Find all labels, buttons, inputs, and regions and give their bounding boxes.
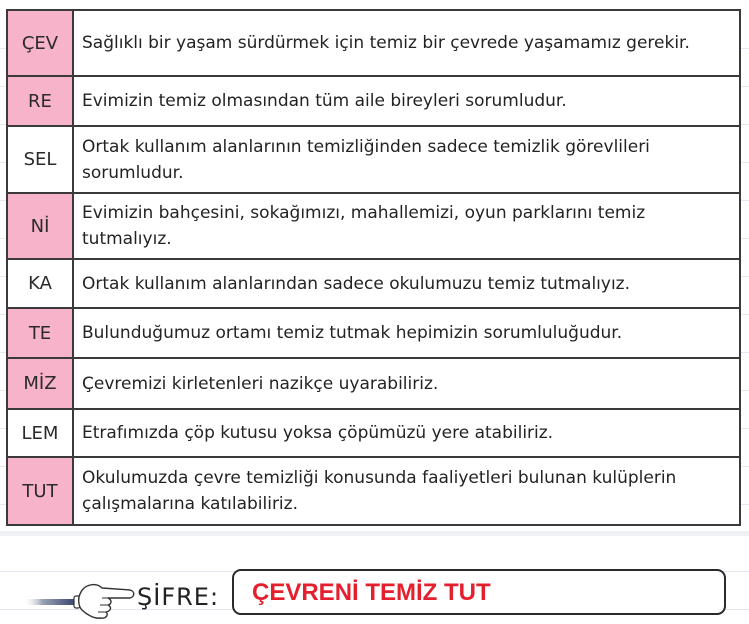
- syllable-cell: SEL: [7, 126, 73, 193]
- statement-cell: Çevremizi kirletenleri nazikçe uyarabiliriz.: [73, 358, 740, 409]
- table-row: [7, 358, 740, 409]
- statement-cell: Evimizin bahçesini, sokağımızı, mahallemizi, oyun parklarını temiz tutmalıyız.: [73, 193, 740, 259]
- statement-cell: Ortak kullanım alanlarının temizliğinden sadece temizlik görevlileri sorumludur.: [73, 126, 740, 193]
- password-label: ŞİFRE:: [137, 583, 220, 611]
- section-divider: [0, 531, 749, 536]
- statement-cell: Okulumuzda çevre temizliği konusunda faaliyetleri bulunan kulüplerin çalışmalarına katılabiliriz.: [73, 457, 740, 525]
- table-row: [7, 259, 740, 308]
- table-row: [7, 193, 740, 259]
- statement-cell: Bulunduğumuz ortamı temiz tutmak hepimizin sorumluluğudur.: [73, 308, 740, 358]
- syllable-cell: RE: [7, 76, 73, 126]
- syllable-cell: Nİ: [7, 193, 73, 259]
- syllable-cell: TUT: [7, 457, 73, 525]
- statement-cell: Ortak kullanım alanlarından sadece okulumuzu temiz tutmalıyız.: [73, 259, 740, 308]
- syllable-cell: KA: [7, 259, 73, 308]
- table-row: [7, 457, 740, 525]
- table-row: [7, 126, 740, 193]
- statement-cell: Sağlıklı bir yaşam sürdürmek için temiz bir çevrede yaşamamız gerekir.: [73, 10, 740, 76]
- table-row: [7, 10, 740, 76]
- table-row: [7, 76, 740, 126]
- pointing-hand-icon: [20, 578, 135, 622]
- syllable-cell: LEM: [7, 409, 73, 457]
- syllable-cell: MİZ: [7, 358, 73, 409]
- statement-cell: Evimizin temiz olmasından tüm aile bireyleri sorumludur.: [73, 76, 740, 126]
- syllable-cell: ÇEV: [7, 10, 73, 76]
- password-answer-text: ÇEVRENİ TEMİZ TUT: [252, 579, 491, 606]
- table-row: [7, 308, 740, 358]
- statement-cell: Etrafımızda çöp kutusu yoksa çöpümüzü yere atabiliriz.: [73, 409, 740, 457]
- password-answer-box[interactable]: [232, 569, 726, 615]
- syllable-cell: TE: [7, 308, 73, 358]
- syllable-statement-table: [6, 9, 741, 526]
- table-row: [7, 409, 740, 457]
